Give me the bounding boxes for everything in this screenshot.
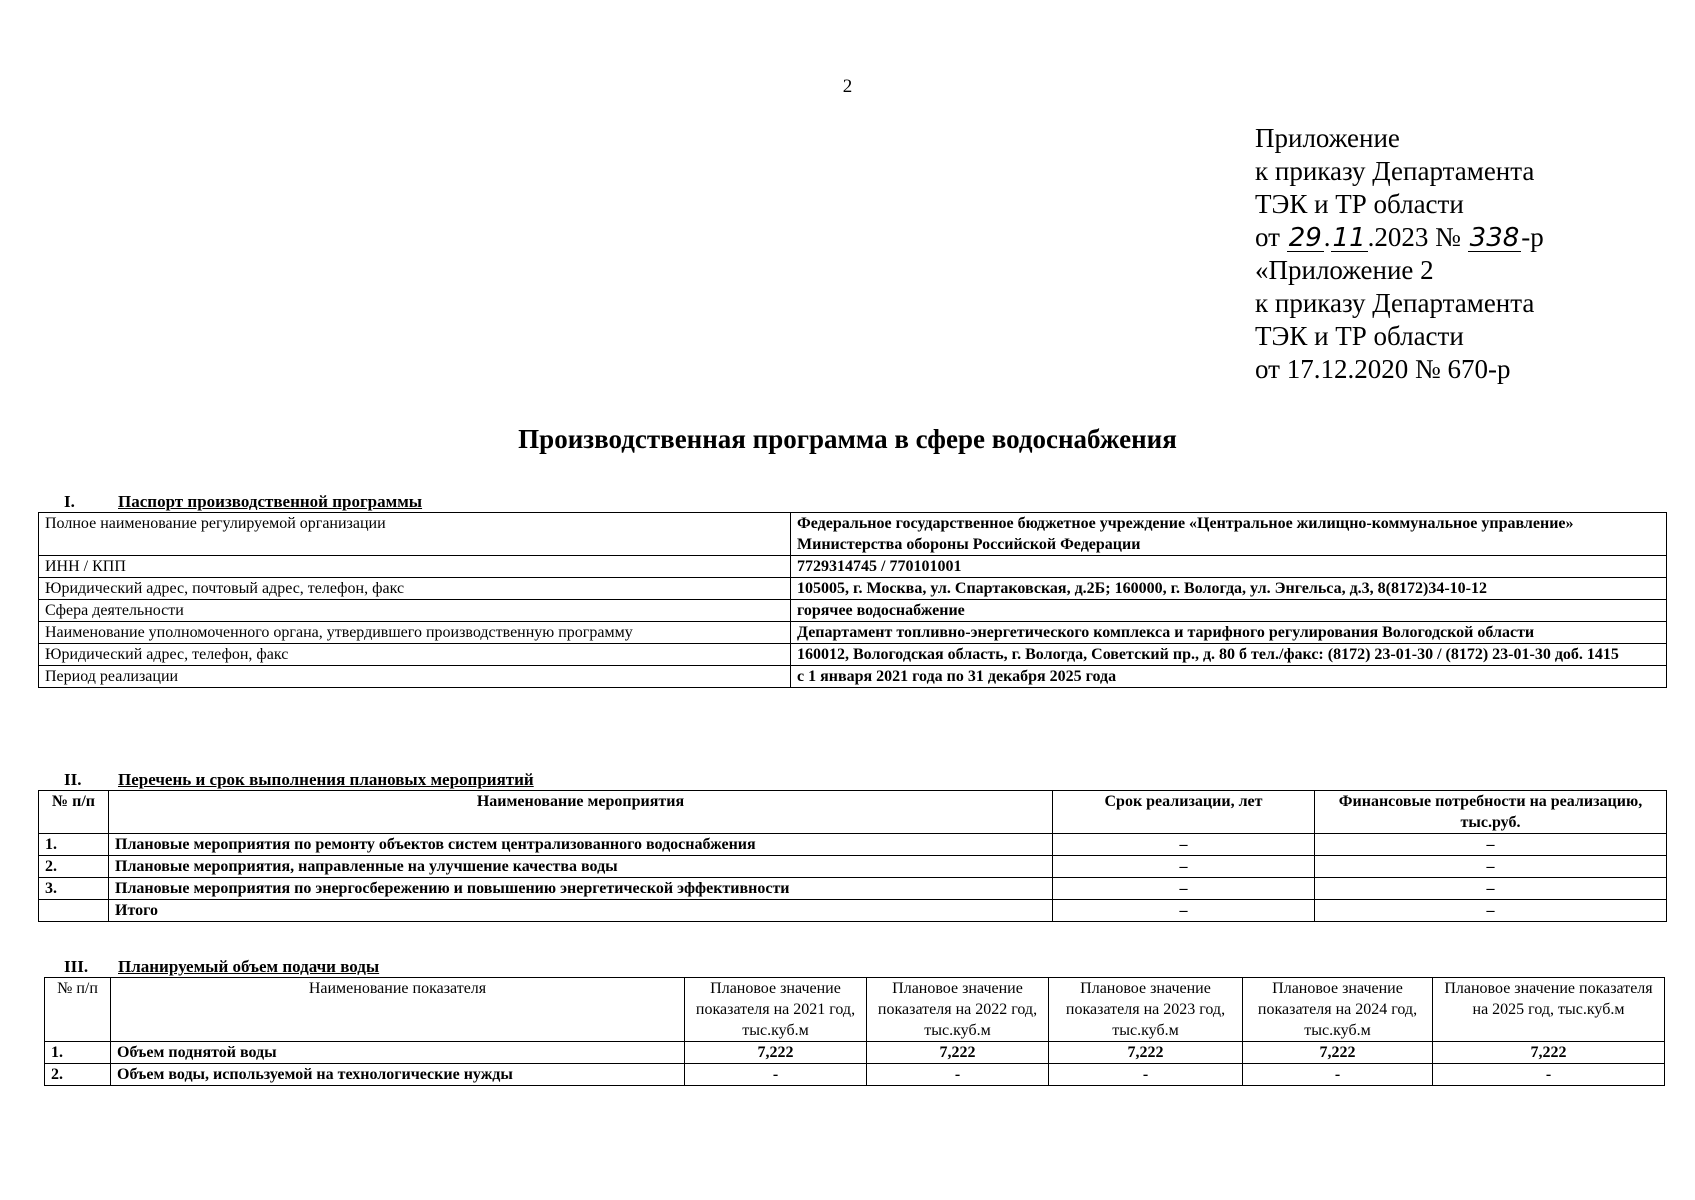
row-num: 3. — [39, 878, 109, 900]
water-volume-table — [44, 977, 1665, 1086]
row-name: Объем воды, используемой на технологические нужды — [111, 1064, 685, 1086]
table-row — [39, 556, 1667, 578]
table-row — [39, 513, 1667, 556]
passport-value: 105005, г. Москва, ул. Спартаковская, д.2Б; 160000, г. Вологда, ул. Энгельса, д.3, 8(8172)34-10-12 — [791, 578, 1667, 600]
passport-value: с 1 января 2021 года по 31 декабря 2025 года — [791, 666, 1667, 688]
row-num: 1. — [39, 834, 109, 856]
passport-value: 7729314745 / 770101001 — [791, 556, 1667, 578]
page-number: 2 — [842, 76, 853, 97]
row-name: Плановые мероприятия по ремонту объектов систем централизованного водоснабжения — [109, 834, 1053, 856]
appendix-line: Приложение — [1255, 123, 1400, 153]
row-num: 2. — [39, 856, 109, 878]
section-number: III. — [64, 957, 89, 976]
table-row — [45, 1064, 1665, 1086]
header-term: Срок реализации, лет — [1053, 791, 1315, 834]
table-row — [39, 856, 1667, 878]
header-finance: Финансовые потребности на реализацию, тыс.руб. — [1315, 791, 1667, 834]
header-2021: Плановое значение показателя на 2021 год, тыс.куб.м — [685, 978, 867, 1042]
handwritten-order-number: 338 — [1469, 223, 1520, 253]
value-2022: 7,222 — [867, 1042, 1049, 1064]
value-2022: - — [867, 1064, 1049, 1086]
passport-label: Полное наименование регулируемой организации — [39, 513, 791, 556]
row-term: – — [1053, 856, 1315, 878]
passport-label: Юридический адрес, почтовый адрес, телефон, факс — [39, 578, 791, 600]
section-3-heading — [64, 957, 379, 977]
section-title: Перечень и срок выполнения плановых мероприятий — [118, 770, 534, 789]
value-2024: 7,222 — [1243, 1042, 1433, 1064]
measures-table — [38, 790, 1667, 922]
table-row — [39, 622, 1667, 644]
table-row — [39, 878, 1667, 900]
row-name: Итого — [109, 900, 1053, 922]
section-number: II. — [64, 770, 82, 789]
appendix-block — [1255, 122, 1544, 386]
table-row — [39, 600, 1667, 622]
appendix-line: к приказу Департамента — [1255, 288, 1535, 318]
header-2022: Плановое значение показателя на 2022 год, тыс.куб.м — [867, 978, 1049, 1042]
value-2023: 7,222 — [1049, 1042, 1243, 1064]
row-finance: – — [1315, 834, 1667, 856]
appendix-line: от 17.12.2020 № 670-р — [1255, 354, 1511, 384]
row-term: – — [1053, 878, 1315, 900]
table-row — [39, 666, 1667, 688]
row-term: – — [1053, 900, 1315, 922]
passport-table — [38, 512, 1667, 688]
order-suffix: -р — [1521, 222, 1544, 252]
value-2021: 7,222 — [685, 1042, 867, 1064]
section-number: I. — [64, 492, 75, 511]
date-year: .2023 № — [1367, 222, 1461, 252]
header-2024: Плановое значение показателя на 2024 год, тыс.куб.м — [1243, 978, 1433, 1042]
row-term: – — [1053, 834, 1315, 856]
header-2025: Плановое значение показателя на 2025 год, тыс.куб.м — [1433, 978, 1665, 1042]
handwritten-month: 11 — [1332, 223, 1366, 253]
passport-value: Департамент топливно-энергетического комплекса и тарифного регулирования Вологодской области — [791, 622, 1667, 644]
section-2-heading — [64, 770, 534, 790]
document-title: Производственная программа в сфере водоснабжения — [518, 424, 1177, 454]
value-2025: - — [1433, 1064, 1665, 1086]
table-row — [45, 1042, 1665, 1064]
passport-label: Сфера деятельности — [39, 600, 791, 622]
table-header-row — [39, 791, 1667, 834]
section-1-heading — [64, 492, 422, 512]
row-num: 2. — [45, 1064, 111, 1086]
row-name: Плановые мероприятия, направленные на улучшение качества воды — [109, 856, 1053, 878]
header-name: Наименование показателя — [111, 978, 685, 1042]
row-finance: – — [1315, 856, 1667, 878]
passport-value: Федеральное государственное бюджетное учреждение «Центральное жилищно-коммунальное управление» Министерства обороны Российской Федерации — [791, 513, 1667, 556]
section-title: Планируемый объем подачи воды — [118, 957, 380, 976]
header-num: № п/п — [45, 978, 111, 1042]
passport-value: 160012, Вологодская область, г. Вологда, Советский пр., д. 80 б тел./факс: (8172) 23-01-30 / (8172) 23-01-30 доб. 1415 — [791, 644, 1667, 666]
table-row — [39, 834, 1667, 856]
value-2024: - — [1243, 1064, 1433, 1086]
header-2023: Плановое значение показателя на 2023 год, тыс.куб.м — [1049, 978, 1243, 1042]
row-finance: – — [1315, 900, 1667, 922]
table-row — [39, 900, 1667, 922]
date-prefix: от — [1255, 222, 1280, 252]
row-finance: – — [1315, 878, 1667, 900]
value-2025: 7,222 — [1433, 1042, 1665, 1064]
row-name: Объем поднятой воды — [111, 1042, 685, 1064]
appendix-line: ТЭК и ТР области — [1255, 189, 1464, 219]
passport-label: Юридический адрес, телефон, факс — [39, 644, 791, 666]
table-row — [39, 644, 1667, 666]
appendix-line: «Приложение 2 — [1255, 255, 1434, 285]
appendix-line: ТЭК и ТР области — [1255, 321, 1464, 351]
passport-label: Период реализации — [39, 666, 791, 688]
row-name: Плановые мероприятия по энергосбережению и повышению энергетической эффективности — [109, 878, 1053, 900]
passport-label: Наименование уполномоченного органа, утвердившего производственную программу — [39, 622, 791, 644]
table-row — [39, 578, 1667, 600]
header-name: Наименование мероприятия — [109, 791, 1053, 834]
appendix-date-line: от 29.11.2023 № 338-р — [1255, 222, 1544, 253]
handwritten-day: 29 — [1288, 223, 1322, 253]
row-num: 1. — [45, 1042, 111, 1064]
section-title: Паспорт производственной программы — [118, 492, 423, 511]
value-2021: - — [685, 1064, 867, 1086]
table-header-row — [45, 978, 1665, 1042]
row-num — [39, 900, 109, 922]
header-num: № п/п — [39, 791, 109, 834]
value-2023: - — [1049, 1064, 1243, 1086]
passport-label: ИНН / КПП — [39, 556, 791, 578]
passport-value: горячее водоснабжение — [791, 600, 1667, 622]
appendix-line: к приказу Департамента — [1255, 156, 1535, 186]
